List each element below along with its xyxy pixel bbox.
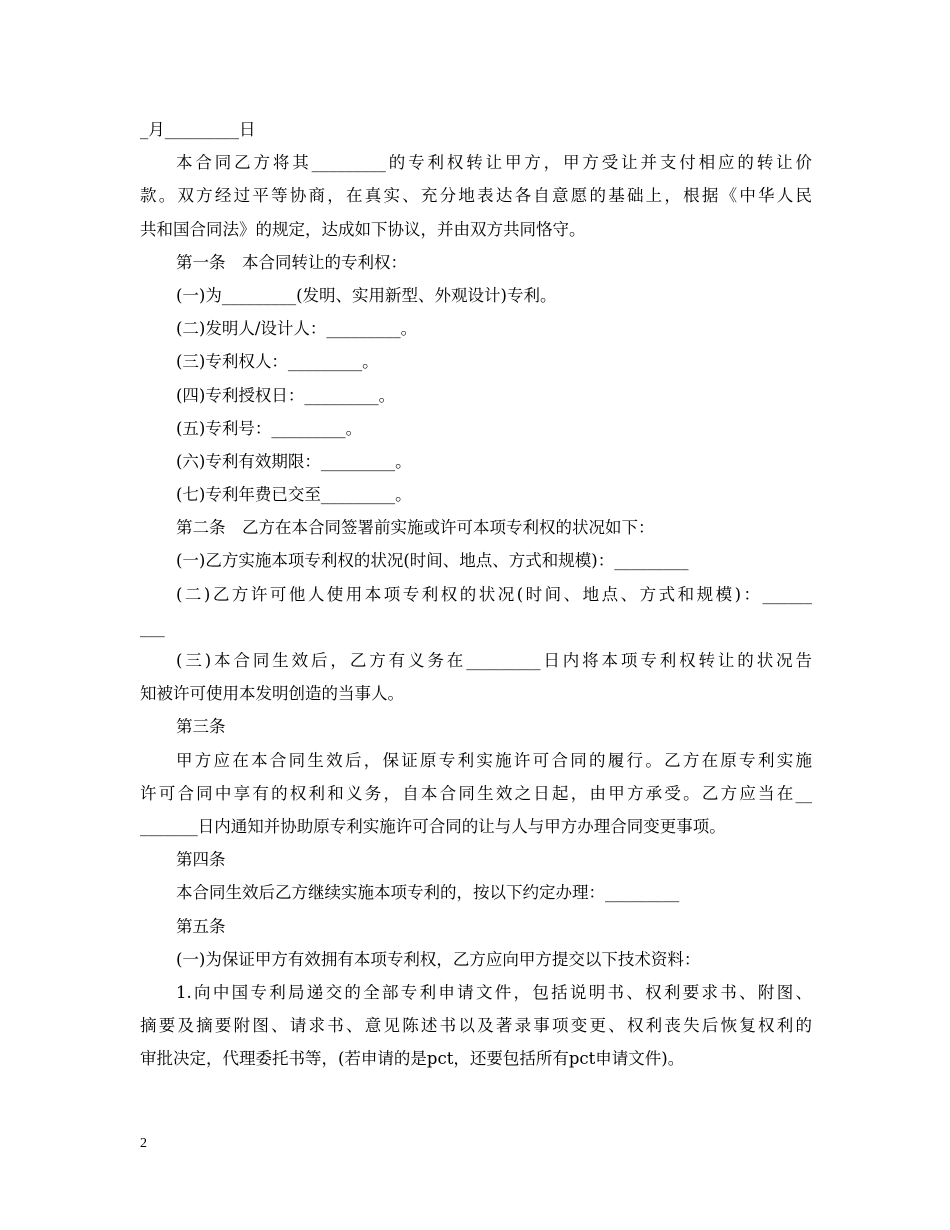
text-line: (一)乙方实施本项专利权的状况(时间、地点、方式和规模)：_________ [176, 551, 689, 571]
text-line: (六)专利有效期限：_________。 [176, 451, 412, 471]
text-line: 第三条 [176, 717, 226, 737]
contract-body [140, 113, 812, 1075]
text-line: 摘要及摘要附图、请求书、意见陈述书以及著录事项变更、权利丧失后恢复权利的 [140, 1016, 812, 1036]
text-line: 第二条 乙方在本合同签署前实施或许可本项专利权的状况如下： [176, 518, 655, 538]
text-line: 共和国合同法》的规定，达成如下协议，并由双方共同恪守。 [140, 219, 586, 239]
text-line: 1.向中国专利局递交的全部专利申请文件，包括说明书、权利要求书、附图、 [176, 982, 812, 1002]
text-line: _月_________日 [140, 120, 256, 139]
page-number: 2 [140, 1136, 147, 1151]
text-line: (二)乙方许可他人使用本项专利权的状况(时间、地点、方式和规模)：______ [176, 584, 812, 604]
text-line: (三)本合同生效后，乙方有义务在_________日内将本项专利权转让的状况告 [176, 651, 812, 670]
text-line: (三)专利权人：_________。 [176, 352, 379, 372]
text-line: 甲方应在本合同生效后，保证原专利实施许可合同的履行。乙方在原专利实施 [176, 750, 812, 770]
text-line: (四)专利授权日：_________。 [176, 385, 396, 405]
text-line: 款。双方经过平等协商，在真实、充分地表达各自意愿的基础上，根据《中华人民 [140, 186, 812, 206]
text-line: 本合同生效后乙方继续实施本项专利的，按以下约定办理：_________ [176, 883, 680, 903]
text-line: (七)专利年费已交至_________。 [176, 485, 412, 505]
text-line: (一)为_________(发明、实用新型、外观设计)专利。 [176, 285, 557, 305]
text-line: ___ [140, 617, 165, 637]
text-line: 第五条 [176, 916, 226, 936]
text-line: 本合同乙方将其_________的专利权转让甲方，甲方受让并支付相应的转让价 [176, 153, 812, 173]
text-line: _______日内通知并协助原专利实施许可合同的让与人与甲方办理合同变更事项。 [140, 816, 726, 836]
text-line: 许可合同中享有的权利和义务，自本合同生效之日起，由甲方承受。乙方应当在__ [140, 783, 812, 803]
text-line: (一)为保证甲方有效拥有本项专利权，乙方应向甲方提交以下技术资料： [176, 949, 701, 969]
text-line: 第四条 [176, 850, 226, 870]
text-line: (二)发明人/设计人：_________。 [176, 319, 418, 339]
text-line: 第一条 本合同转让的专利权： [176, 252, 407, 272]
text-line: 知被许可使用本发明创造的当事人。 [140, 684, 404, 704]
text-line: 审批决定，代理委托书等，(若申请的是pct，还要包括所有pct申请文件)。 [140, 1049, 685, 1069]
text-line: (五)专利号：_________。 [176, 418, 363, 438]
